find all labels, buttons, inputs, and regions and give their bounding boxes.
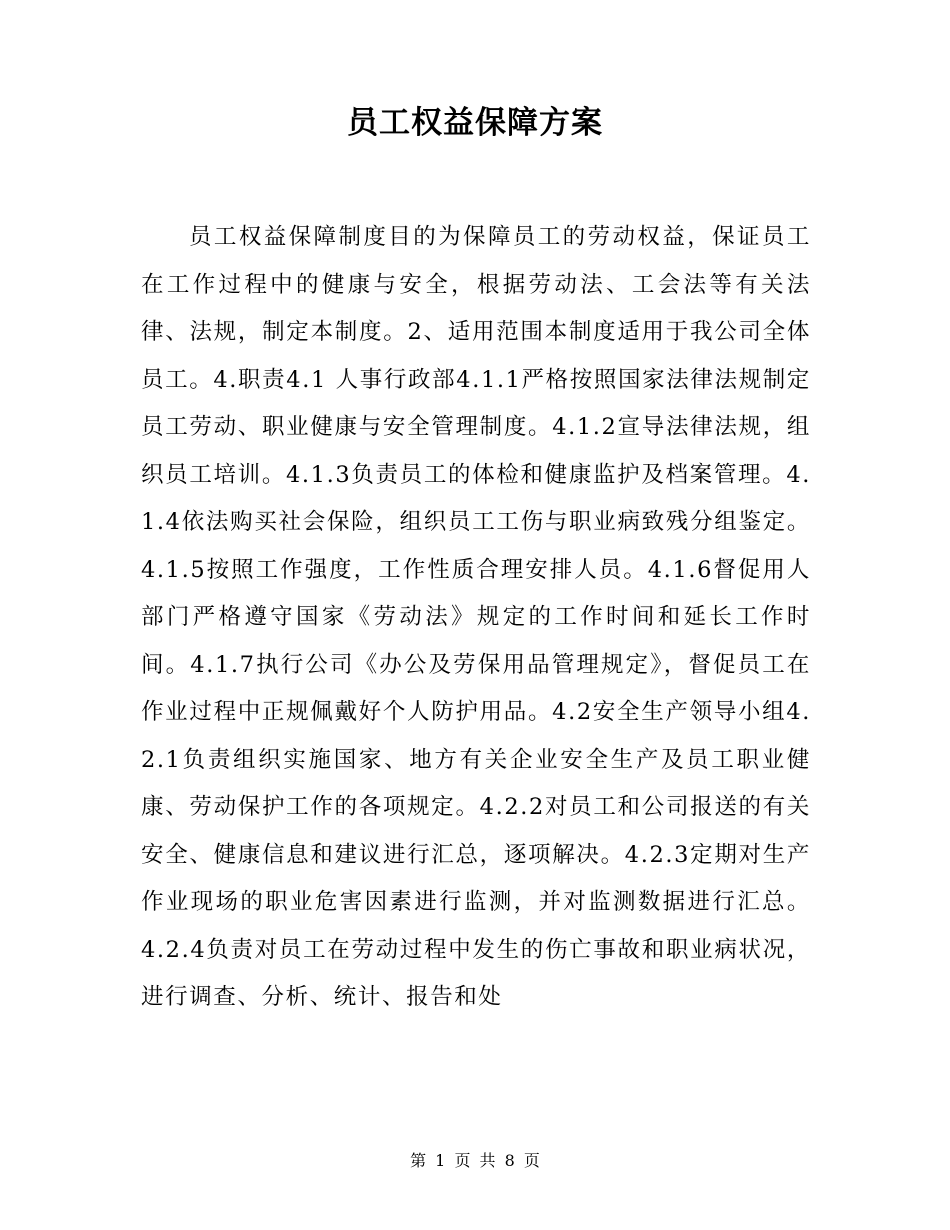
document-title: 员工权益保障方案 <box>347 105 603 141</box>
document-body: 员工权益保障制度目的为保障员工的劳动权益，保证员工在工作过程中的健康与安全，根据劳动法、工会法等有关法律、法规，制定本制度。2、适用范围本制度适用于我公司全体员工。4.职责4.1 人事行政部4.1.1严格按照国家法律法规制定员工劳动、职业健康与安全管理制度。4.1.2宣导法律法规，组织员工培训。4.1.3负责员工的体检和健康监护及档案管理。4.1.4依法购买社会保险，组织员工工伤与职业病致残分组鉴定。4.1.5按照工作强度，工作性质合理安排人员。4.1.6督促用人部门严格遵守国家《劳动法》规定的工作时间和延长工作时间。4.1.7执行公司《办公及劳保用品管理规定》，督促员工在作业过程中正规佩戴好个人防护用品。4.2安全生产领导小组4.2.1负责组织实施国家、地方有关企业安全生产及员工职业健康、劳动保护工作的各项规定。4.2.2对员工和公司报送的有关安全、健康信息和建议进行汇总，逐项解决。4.2.3定期对生产作业现场的职业危害因素进行监测，并对监测数据进行汇总。4.2.4负责对员工在劳动过程中发生的伤亡事故和职业病状况，进行调查、分析、统计、报告和处 <box>141 224 811 1010</box>
page-number-footer: 第 1 页 共 8 页 <box>410 1151 540 1170</box>
